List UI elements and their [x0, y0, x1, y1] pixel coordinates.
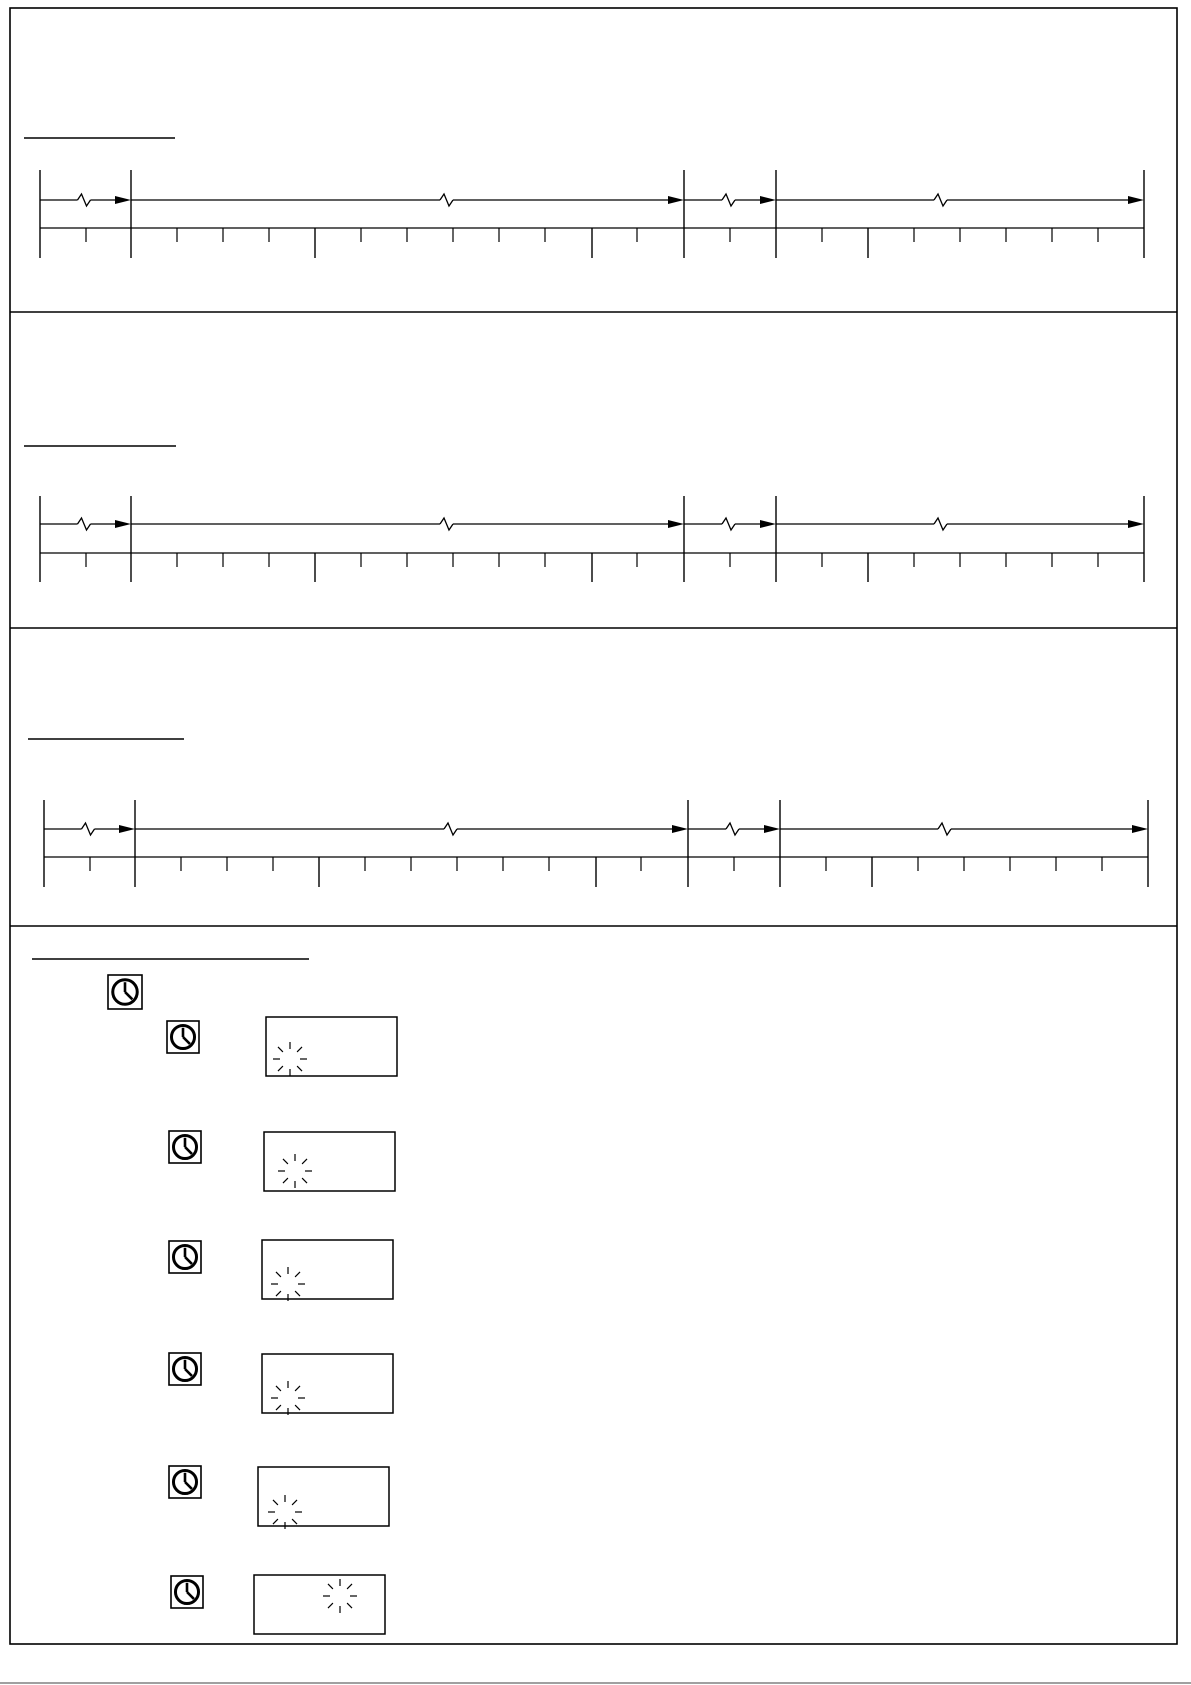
flash-ray [278, 1047, 283, 1052]
flash-ray [273, 1519, 278, 1524]
flash-ray [295, 1405, 300, 1410]
timer-clock-icon [169, 1353, 201, 1385]
timer-steps-panel [32, 959, 397, 1634]
flash-ray [276, 1405, 281, 1410]
timer-clock-icon [169, 1131, 201, 1163]
flash-ray [276, 1386, 281, 1391]
arrow-head-3 [760, 196, 776, 204]
arrow-head-2 [672, 825, 688, 833]
arrow-head-3 [764, 825, 780, 833]
display-window [262, 1240, 393, 1299]
break-mark-2 [440, 194, 453, 206]
timer-clock-icon [169, 1241, 201, 1273]
flash-ray [302, 1159, 307, 1164]
flash-ray [292, 1519, 297, 1524]
display-flash-indicator [268, 1495, 302, 1529]
outer-border [10, 8, 1177, 1644]
flash-ray [347, 1584, 352, 1589]
flash-ray [278, 1066, 283, 1071]
timer-step-1 [266, 1017, 397, 1076]
display-window [254, 1575, 385, 1634]
flash-ray [302, 1178, 307, 1183]
flash-ray [276, 1291, 281, 1296]
break-mark-2 [440, 518, 453, 530]
arrow-head-1 [115, 520, 131, 528]
arrow-head-4 [1128, 196, 1144, 204]
flash-ray [295, 1386, 300, 1391]
timeline-3 [28, 739, 1148, 887]
timeline-1 [24, 138, 1144, 258]
flash-ray [295, 1291, 300, 1296]
display-flash-indicator [323, 1579, 357, 1613]
arrow-head-1 [119, 825, 135, 833]
arrow-head-4 [1128, 520, 1144, 528]
flash-ray [297, 1066, 302, 1071]
flash-ray [297, 1047, 302, 1052]
break-mark-1 [78, 194, 91, 206]
timer-clock-icon [167, 1021, 199, 1053]
display-flash-indicator [278, 1154, 312, 1188]
display-flash-indicator [271, 1381, 305, 1415]
arrow-head-4 [1132, 825, 1148, 833]
timer-step-2 [264, 1132, 395, 1191]
page-frame [0, 8, 1191, 1683]
flash-ray [328, 1603, 333, 1608]
break-mark-4 [938, 823, 951, 835]
timer-step-3 [262, 1240, 393, 1301]
timer-step-5 [258, 1467, 389, 1529]
break-mark-3 [722, 518, 735, 530]
arrow-head-3 [760, 520, 776, 528]
flash-ray [283, 1159, 288, 1164]
display-window [262, 1354, 393, 1413]
break-mark-1 [82, 823, 95, 835]
flash-ray [328, 1584, 333, 1589]
display-window [258, 1467, 389, 1526]
flash-ray [295, 1272, 300, 1277]
timeline-2 [24, 446, 1144, 582]
flash-ray [347, 1603, 352, 1608]
break-mark-2 [444, 823, 457, 835]
display-flash-indicator [273, 1042, 307, 1076]
flash-ray [273, 1500, 278, 1505]
timer-step-4 [262, 1354, 393, 1415]
break-mark-1 [78, 518, 91, 530]
timer-clock-icon [171, 1576, 203, 1608]
flash-ray [283, 1178, 288, 1183]
arrow-head-2 [668, 196, 684, 204]
flash-ray [292, 1500, 297, 1505]
timer-clock-icon [169, 1466, 201, 1498]
timer-button-icon [108, 975, 142, 1009]
break-mark-4 [934, 194, 947, 206]
timer-step-6 [254, 1575, 385, 1634]
break-mark-3 [722, 194, 735, 206]
arrow-head-2 [668, 520, 684, 528]
break-mark-3 [726, 823, 739, 835]
arrow-head-1 [115, 196, 131, 204]
display-flash-indicator [271, 1267, 305, 1301]
break-mark-4 [934, 518, 947, 530]
flash-ray [276, 1272, 281, 1277]
display-window [266, 1017, 397, 1076]
